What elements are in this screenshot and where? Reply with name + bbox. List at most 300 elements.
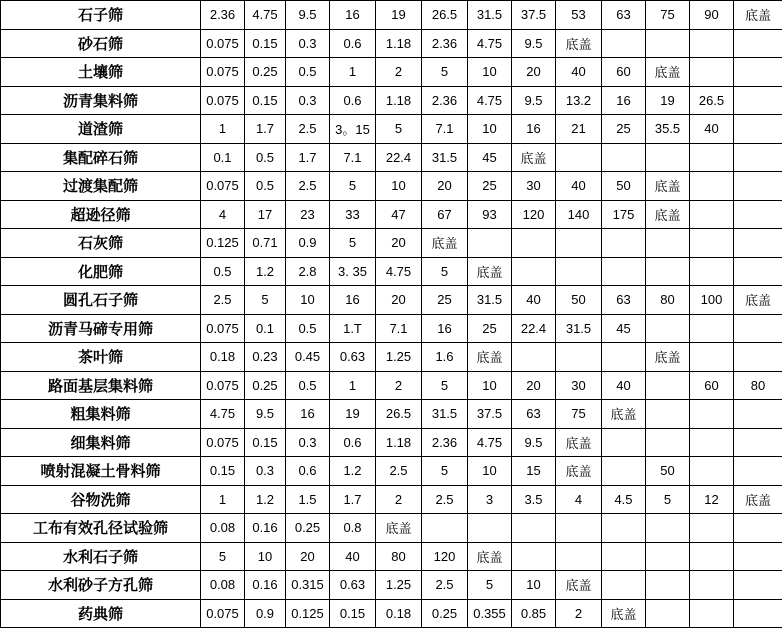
sieve-size-cell: 0.15 [245, 428, 286, 457]
sieve-size-cell: 22.4 [512, 314, 556, 343]
sieve-size-cell: 26.5 [422, 1, 468, 30]
empty-cell [734, 457, 782, 486]
sieve-size-cell: 2.8 [286, 257, 330, 286]
sieve-size-cell: 2.36 [422, 86, 468, 115]
sieve-size-cell: 9.5 [512, 428, 556, 457]
sieve-size-cell: 19 [646, 86, 690, 115]
sieve-size-cell: 0.25 [422, 599, 468, 628]
sieve-size-cell: 2.5 [422, 571, 468, 600]
sieve-size-cell: 2.36 [422, 428, 468, 457]
sieve-size-cell: 60 [690, 371, 734, 400]
empty-cell [512, 257, 556, 286]
sieve-size-cell: 16 [330, 1, 376, 30]
sieve-type-label: 喷射混凝土骨料筛 [1, 457, 201, 486]
empty-cell [646, 542, 690, 571]
sieve-size-cell: 4 [556, 485, 602, 514]
sieve-size-cell: 45 [602, 314, 646, 343]
sieve-size-cell: 40 [512, 286, 556, 315]
empty-cell [512, 229, 556, 258]
sieve-size-cell: 37.5 [468, 400, 512, 429]
sieve-size-cell: 1.7 [286, 143, 330, 172]
table-row [1, 1, 782, 30]
table-row [1, 172, 782, 201]
sieve-type-label: 粗集料筛 [1, 400, 201, 429]
sieve-size-cell: 7.1 [330, 143, 376, 172]
sieve-size-cell: 0.15 [245, 86, 286, 115]
bottom-cover-cell: 底盖 [646, 200, 690, 229]
empty-cell [734, 115, 782, 144]
sieve-size-cell: 31.5 [422, 400, 468, 429]
empty-cell [734, 343, 782, 372]
sieve-size-cell: 0.075 [201, 428, 245, 457]
sieve-size-cell: 0.075 [201, 371, 245, 400]
bottom-cover-cell: 底盖 [468, 257, 512, 286]
sieve-size-cell: 120 [422, 542, 468, 571]
empty-cell [556, 542, 602, 571]
sieve-size-cell: 17 [245, 200, 286, 229]
sieve-size-cell: 1.7 [330, 485, 376, 514]
empty-cell [422, 514, 468, 543]
sieve-type-label: 过渡集配筛 [1, 172, 201, 201]
sieve-type-label: 化肥筛 [1, 257, 201, 286]
sieve-size-cell: 0.3 [286, 29, 330, 58]
sieve-size-cell: 1.5 [286, 485, 330, 514]
sieve-size-cell: 0.1 [245, 314, 286, 343]
sieve-size-cell: 22.4 [376, 143, 422, 172]
empty-cell [646, 571, 690, 600]
sieve-size-cell: 0.075 [201, 29, 245, 58]
sieve-size-cell: 0.1 [201, 143, 245, 172]
sieve-size-cell: 93 [468, 200, 512, 229]
sieve-size-cell: 40 [556, 172, 602, 201]
sieve-size-cell: 10 [286, 286, 330, 315]
empty-cell [602, 542, 646, 571]
sieve-size-cell: 35.5 [646, 115, 690, 144]
table-body [1, 1, 782, 628]
sieve-size-cell: 4.75 [468, 86, 512, 115]
empty-cell [734, 29, 782, 58]
sieve-size-cell: 1 [330, 58, 376, 87]
sieve-size-cell: 0.08 [201, 571, 245, 600]
table-row [1, 542, 782, 571]
sieve-size-cell: 25 [468, 172, 512, 201]
sieve-type-label: 谷物洗筛 [1, 485, 201, 514]
empty-cell [556, 229, 602, 258]
empty-cell [690, 428, 734, 457]
sieve-size-cell: 0.6 [330, 29, 376, 58]
sieve-size-cell: 5 [468, 571, 512, 600]
sieve-size-cell: 0.25 [245, 371, 286, 400]
empty-cell [602, 428, 646, 457]
empty-cell [690, 343, 734, 372]
sieve-size-cell: 0.3 [286, 86, 330, 115]
sieve-size-cell: 30 [512, 172, 556, 201]
sieve-size-cell: 0.08 [201, 514, 245, 543]
sieve-size-cell: 140 [556, 200, 602, 229]
sieve-size-cell: 40 [602, 371, 646, 400]
sieve-size-cell: 31.5 [422, 143, 468, 172]
empty-cell [646, 514, 690, 543]
empty-cell [690, 571, 734, 600]
sieve-type-label: 沥青集料筛 [1, 86, 201, 115]
empty-cell [734, 514, 782, 543]
sieve-size-cell: 50 [556, 286, 602, 315]
sieve-size-cell: 5 [330, 172, 376, 201]
sieve-size-cell: 40 [690, 115, 734, 144]
empty-cell [646, 314, 690, 343]
sieve-size-cell: 1.T [330, 314, 376, 343]
empty-cell [646, 371, 690, 400]
sieve-size-cell: 50 [646, 457, 690, 486]
sieve-size-cell: 1.25 [376, 343, 422, 372]
sieve-size-cell: 0.5 [286, 314, 330, 343]
sieve-type-label: 道渣筛 [1, 115, 201, 144]
sieve-size-cell: 0.8 [330, 514, 376, 543]
sieve-type-label: 砂石筛 [1, 29, 201, 58]
sieve-size-cell: 40 [556, 58, 602, 87]
table-row [1, 200, 782, 229]
bottom-cover-cell: 底盖 [602, 599, 646, 628]
sieve-size-cell: 10 [468, 457, 512, 486]
table-row [1, 343, 782, 372]
empty-cell [468, 229, 512, 258]
bottom-cover-cell: 底盖 [376, 514, 422, 543]
empty-cell [690, 314, 734, 343]
empty-cell [556, 257, 602, 286]
sieve-size-cell: 1.18 [376, 428, 422, 457]
sieve-type-label: 圆孔石子筛 [1, 286, 201, 315]
sieve-size-cell: 26.5 [376, 400, 422, 429]
table-row [1, 457, 782, 486]
sieve-size-cell: 0.63 [330, 343, 376, 372]
sieve-size-cell: 3。15 [330, 115, 376, 144]
sieve-size-cell: 0.71 [245, 229, 286, 258]
empty-cell [734, 428, 782, 457]
empty-cell [602, 143, 646, 172]
sieve-size-cell: 19 [376, 1, 422, 30]
sieve-size-cell: 16 [422, 314, 468, 343]
sieve-size-cell: 2.5 [201, 286, 245, 315]
sieve-size-cell: 2.36 [422, 29, 468, 58]
empty-cell [690, 457, 734, 486]
empty-cell [556, 343, 602, 372]
sieve-size-cell: 0.15 [201, 457, 245, 486]
sieve-size-cell: 1.2 [330, 457, 376, 486]
sieve-size-cell: 0.5 [245, 172, 286, 201]
sieve-size-cell: 53 [556, 1, 602, 30]
table-row [1, 571, 782, 600]
sieve-size-cell: 63 [602, 1, 646, 30]
empty-cell [734, 400, 782, 429]
empty-cell [556, 143, 602, 172]
sieve-size-cell: 2.5 [286, 172, 330, 201]
sieve-size-cell: 37.5 [512, 1, 556, 30]
sieve-size-cell: 16 [330, 286, 376, 315]
sieve-size-cell: 0.6 [286, 457, 330, 486]
sieve-size-cell: 1 [201, 115, 245, 144]
empty-cell [734, 314, 782, 343]
empty-cell [734, 86, 782, 115]
table-row [1, 599, 782, 628]
sieve-size-cell: 1.6 [422, 343, 468, 372]
empty-cell [512, 514, 556, 543]
table-row [1, 485, 782, 514]
sieve-size-cell: 0.18 [201, 343, 245, 372]
empty-cell [690, 514, 734, 543]
sieve-size-cell: 0.25 [245, 58, 286, 87]
sieve-size-cell: 1.25 [376, 571, 422, 600]
empty-cell [602, 514, 646, 543]
sieve-size-cell: 12 [690, 485, 734, 514]
sieve-size-cell: 0.23 [245, 343, 286, 372]
sieve-size-cell: 5 [201, 542, 245, 571]
empty-cell [602, 343, 646, 372]
sieve-size-cell: 175 [602, 200, 646, 229]
sieve-size-cell: 2 [376, 485, 422, 514]
table-row [1, 514, 782, 543]
sieve-size-cell: 20 [422, 172, 468, 201]
sieve-size-cell: 0.6 [330, 86, 376, 115]
sieve-size-cell: 25 [422, 286, 468, 315]
empty-cell [734, 571, 782, 600]
empty-cell [734, 172, 782, 201]
empty-cell [646, 229, 690, 258]
sieve-type-label: 超逊径筛 [1, 200, 201, 229]
empty-cell [646, 257, 690, 286]
sieve-type-label: 土壤筛 [1, 58, 201, 87]
sieve-size-cell: 10 [512, 571, 556, 600]
sieve-size-cell: 4 [201, 200, 245, 229]
sieve-size-cell: 0.18 [376, 599, 422, 628]
sieve-size-cell: 13.2 [556, 86, 602, 115]
sieve-size-cell: 5 [422, 257, 468, 286]
sieve-size-cell: 9.5 [286, 1, 330, 30]
sieve-size-cell: 100 [690, 286, 734, 315]
sieve-type-label: 水利砂子方孔筛 [1, 571, 201, 600]
empty-cell [734, 257, 782, 286]
empty-cell [556, 514, 602, 543]
sieve-size-cell: 120 [512, 200, 556, 229]
bottom-cover-cell: 底盖 [646, 172, 690, 201]
empty-cell [690, 229, 734, 258]
sieve-size-cell: 0.3 [286, 428, 330, 457]
empty-cell [512, 542, 556, 571]
sieve-size-cell: 45 [468, 143, 512, 172]
table-row [1, 29, 782, 58]
sieve-size-cell: 5 [376, 115, 422, 144]
empty-cell [602, 457, 646, 486]
empty-cell [690, 400, 734, 429]
sieve-size-cell: 0.15 [330, 599, 376, 628]
table-row [1, 286, 782, 315]
bottom-cover-cell: 底盖 [422, 229, 468, 258]
sieve-size-cell: 10 [245, 542, 286, 571]
sieve-size-cell: 19 [330, 400, 376, 429]
sieve-size-cell: 20 [286, 542, 330, 571]
sieve-size-cell: 5 [330, 229, 376, 258]
sieve-size-cell: 33 [330, 200, 376, 229]
empty-cell [468, 514, 512, 543]
bottom-cover-cell: 底盖 [512, 143, 556, 172]
empty-cell [734, 229, 782, 258]
sieve-size-cell: 0.25 [286, 514, 330, 543]
sieve-size-cell: 0.9 [245, 599, 286, 628]
sieve-size-cell: 80 [734, 371, 782, 400]
sieve-size-cell: 0.5 [201, 257, 245, 286]
bottom-cover-cell: 底盖 [468, 542, 512, 571]
sieve-size-cell: 9.5 [245, 400, 286, 429]
sieve-size-cell: 0.16 [245, 514, 286, 543]
sieve-size-cell: 23 [286, 200, 330, 229]
sieve-size-cell: 3 [468, 485, 512, 514]
sieve-size-cell: 0.125 [286, 599, 330, 628]
empty-cell [734, 58, 782, 87]
sieve-size-cell: 9.5 [512, 29, 556, 58]
bottom-cover-cell: 底盖 [646, 343, 690, 372]
sieve-size-cell: 16 [602, 86, 646, 115]
empty-cell [690, 29, 734, 58]
sieve-size-cell: 31.5 [556, 314, 602, 343]
sieve-size-cell: 4.75 [468, 29, 512, 58]
sieve-size-cell: 0.15 [245, 29, 286, 58]
sieve-size-cell: 0.85 [512, 599, 556, 628]
sieve-size-cell: 0.5 [286, 371, 330, 400]
bottom-cover-cell: 底盖 [556, 571, 602, 600]
sieve-size-cell: 0.63 [330, 571, 376, 600]
bottom-cover-cell: 底盖 [734, 485, 782, 514]
sieve-size-cell: 30 [556, 371, 602, 400]
sieve-type-label: 工布有效孔径试验筛 [1, 514, 201, 543]
sieve-size-cell: 4.75 [376, 257, 422, 286]
sieve-size-cell: 20 [376, 286, 422, 315]
sieve-size-cell: 4.75 [201, 400, 245, 429]
sieve-size-cell: 4.75 [245, 1, 286, 30]
empty-cell [734, 542, 782, 571]
sieve-size-cell: 2 [376, 58, 422, 87]
sieve-size-cell: 75 [556, 400, 602, 429]
sieve-size-cell: 26.5 [690, 86, 734, 115]
empty-cell [602, 571, 646, 600]
sieve-size-cell: 25 [602, 115, 646, 144]
sieve-size-cell: 80 [376, 542, 422, 571]
sieve-size-cell: 5 [245, 286, 286, 315]
empty-cell [734, 200, 782, 229]
table-row [1, 400, 782, 429]
sieve-size-cell: 21 [556, 115, 602, 144]
empty-cell [602, 229, 646, 258]
sieve-type-label: 集配碎石筛 [1, 143, 201, 172]
sieve-size-cell: 0.355 [468, 599, 512, 628]
sieve-size-cell: 20 [376, 229, 422, 258]
sieve-size-cell: 10 [376, 172, 422, 201]
sieve-size-cell: 90 [690, 1, 734, 30]
sieve-size-cell: 4.5 [602, 485, 646, 514]
sieve-size-cell: 31.5 [468, 1, 512, 30]
sieve-size-cell: 0.315 [286, 571, 330, 600]
table-row [1, 371, 782, 400]
table-row [1, 428, 782, 457]
empty-cell [690, 599, 734, 628]
sieve-size-cell: 7.1 [422, 115, 468, 144]
sieve-size-cell: 0.9 [286, 229, 330, 258]
sieve-size-cell: 0.5 [286, 58, 330, 87]
sieve-size-cell: 63 [602, 286, 646, 315]
empty-cell [646, 428, 690, 457]
sieve-type-label: 石灰筛 [1, 229, 201, 258]
empty-cell [734, 599, 782, 628]
sieve-size-cell: 1.2 [245, 257, 286, 286]
bottom-cover-cell: 底盖 [602, 400, 646, 429]
sieve-size-cell: 1 [201, 485, 245, 514]
sieve-size-cell: 67 [422, 200, 468, 229]
empty-cell [646, 29, 690, 58]
table-row [1, 257, 782, 286]
sieve-size-cell: 50 [602, 172, 646, 201]
sieve-size-cell: 1.18 [376, 86, 422, 115]
sieve-type-label: 路面基层集料筛 [1, 371, 201, 400]
sieve-size-cell: 1 [330, 371, 376, 400]
sieve-size-cell: 63 [512, 400, 556, 429]
sieve-size-cell: 0.5 [245, 143, 286, 172]
sieve-size-cell: 31.5 [468, 286, 512, 315]
sieve-size-cell: 0.125 [201, 229, 245, 258]
sieve-size-cell: 2.5 [376, 457, 422, 486]
bottom-cover-cell: 底盖 [556, 428, 602, 457]
sieve-type-label: 茶叶筛 [1, 343, 201, 372]
empty-cell [690, 58, 734, 87]
bottom-cover-cell: 底盖 [556, 457, 602, 486]
sieve-size-cell: 75 [646, 1, 690, 30]
sieve-size-cell: 0.075 [201, 599, 245, 628]
sieve-size-cell: 3. 35 [330, 257, 376, 286]
sieve-size-cell: 80 [646, 286, 690, 315]
sieve-size-cell: 5 [422, 457, 468, 486]
sieve-size-cell: 1.2 [245, 485, 286, 514]
sieve-size-cell: 0.075 [201, 58, 245, 87]
sieve-size-cell: 16 [512, 115, 556, 144]
sieve-size-cell: 1.7 [245, 115, 286, 144]
sieve-size-cell: 5 [646, 485, 690, 514]
sieve-size-cell: 9.5 [512, 86, 556, 115]
sieve-size-cell: 5 [422, 58, 468, 87]
empty-cell [690, 542, 734, 571]
sieve-size-cell: 16 [286, 400, 330, 429]
empty-cell [602, 29, 646, 58]
sieve-size-cell: 0.3 [245, 457, 286, 486]
sieve-size-cell: 3.5 [512, 485, 556, 514]
sieve-size-cell: 10 [468, 115, 512, 144]
sieve-size-cell: 4.75 [468, 428, 512, 457]
sieve-size-cell: 10 [468, 371, 512, 400]
sieve-type-label: 细集料筛 [1, 428, 201, 457]
sieve-size-cell: 0.075 [201, 172, 245, 201]
bottom-cover-cell: 底盖 [734, 286, 782, 315]
empty-cell [646, 599, 690, 628]
sieve-size-cell: 0.45 [286, 343, 330, 372]
sieve-size-cell: 25 [468, 314, 512, 343]
table-row [1, 115, 782, 144]
sieve-size-cell: 2.5 [286, 115, 330, 144]
sieve-size-cell: 20 [512, 58, 556, 87]
sieve-size-cell: 0.6 [330, 428, 376, 457]
table-row [1, 86, 782, 115]
bottom-cover-cell: 底盖 [556, 29, 602, 58]
empty-cell [512, 343, 556, 372]
sieve-size-cell: 1.18 [376, 29, 422, 58]
empty-cell [690, 143, 734, 172]
sieve-type-label: 沥青马碲专用筛 [1, 314, 201, 343]
empty-cell [646, 143, 690, 172]
